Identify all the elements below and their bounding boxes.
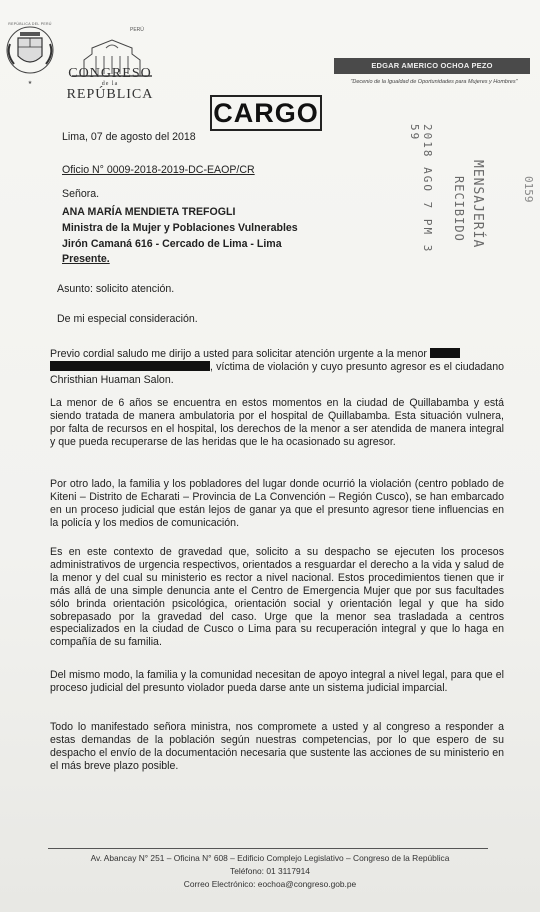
paragraph-1-start: Previo cordial saludo me dirijo a usted para solicitar atención urgente a la menor [50, 348, 427, 360]
paragraph-4: Es en este contexto de gravedad que, solicito a su despacho se ejecuten los procesos administrativos de urgencia respectivos, orientados a resguardar el derecho a la vida y salud de la menor y del cual su ministerio es rector a nivel nacional. Estos procedimientos tienen que ir más allá de una simple denuncia ante el Centro de Emergencia Mujer que por sus facultades sólo brinda orientación psicológica, orientación social y orientación legal y que ha sido sobrepasado por la gravedad del caso. Urge que la menor sea trasladada a centros especializados en la ciudad de Cusco o Lima para su recuperación integral y que lo haga en compañía de su familia. [50, 546, 504, 649]
subject-line: Asunto: solicito atención. [57, 283, 175, 295]
paragraph-1 [50, 348, 504, 387]
seal-caption: REPÚBLICA DEL PERÚ [8, 22, 52, 26]
recipient-title: Ministra de la Mujer y Poblaciones Vulnerables [62, 222, 298, 234]
recibido-stamp: RECIBIDO [452, 176, 466, 242]
stamp-number: 0159 [522, 176, 535, 203]
coat-of-arms-icon [4, 24, 56, 94]
footer-divider [48, 848, 488, 849]
institution-line2: REPÚBLICA [66, 87, 154, 102]
svg-text:★: ★ [27, 80, 33, 86]
mensajeria-stamp: MENSAJERÍA [470, 160, 485, 249]
paragraph-1-end: , víctima de violación y cuyo presunto agresor es el ciudadano Christhian Huaman Salon. [50, 360, 504, 386]
institution-de: de la [101, 81, 119, 87]
date-stamp: 2018 AGO 7 PM 3 59 [408, 124, 434, 254]
footer-phone: Teléfono: 01 3117914 [230, 866, 310, 876]
redaction-bar [50, 361, 210, 371]
logo-country-label: PERÚ [130, 27, 144, 33]
footer-email: Correo Electrónico: eochoa@congreso.gob.pe [183, 879, 357, 889]
recipient-address: Jirón Camaná 616 - Cercado de Lima - Lima [62, 238, 282, 250]
paragraph-3: Por otro lado, la familia y los pobladores del lugar donde ocurrió la violación (centro poblado de Kiteni – Distrito de Echarati – Provincia de La Convención – Región Cusco), se han embarcado en un proceso judicial que están lejos de ganar ya que el presunto agresor tiene influencias en la policía y los medios de comunicación. [50, 478, 504, 529]
decade-slogan: "Decenio de la Igualdad de Oportunidades para Mujeres y Hombres" [350, 79, 518, 85]
office-name-bar: EDGAR AMERICO OCHOA PEZO [334, 58, 530, 74]
institution-name [60, 66, 160, 102]
paragraph-5: Del mismo modo, la familia y la comunidad necesitan de apoyo integral a nivel legal, para que el proceso judicial del presunto violador pueda darse ante un sistema judicial imparcial. [50, 669, 504, 694]
cargo-stamp: CARGO [210, 95, 322, 131]
institution-line1: CONGRESO [68, 66, 152, 81]
salutation: Señora. [62, 188, 100, 200]
reference-number: Oficio N° 0009-2018-2019-DC-EAOP/CR [62, 164, 255, 176]
place-date: Lima, 07 de agosto del 2018 [62, 131, 196, 143]
courtesy-line: De mi especial consideración. [57, 313, 198, 325]
footer-address: Av. Abancay N° 251 – Oficina N° 608 – Edificio Complejo Legislativo – Congreso de la República [90, 853, 450, 863]
redaction-bar [430, 348, 460, 358]
paragraph-6: Todo lo manifestado señora ministra, nos compromete a usted y al congreso a responder a estas demandas de la población según nuestras competencias, por lo que espero de su despacho el envío de la documentación necesaria que sustente las acciones de su ministerio en el más breve plazo posible. [50, 721, 504, 772]
recipient-name: ANA MARÍA MENDIETA TREFOGLI [62, 206, 236, 218]
presente: Presente. [62, 253, 110, 265]
paragraph-2: La menor de 6 años se encuentra en estos momentos en la ciudad de Quillabamba y está siendo tratada de manera ambulatoria por el hospital de Quillabamba. Esta situación vulnera, por falta de recursos en el hospital, los derechos de la menor a ser atendida de manera integral y que pueda recuperarse de las heridas que le ha ocasionado su agresor. [50, 397, 504, 448]
